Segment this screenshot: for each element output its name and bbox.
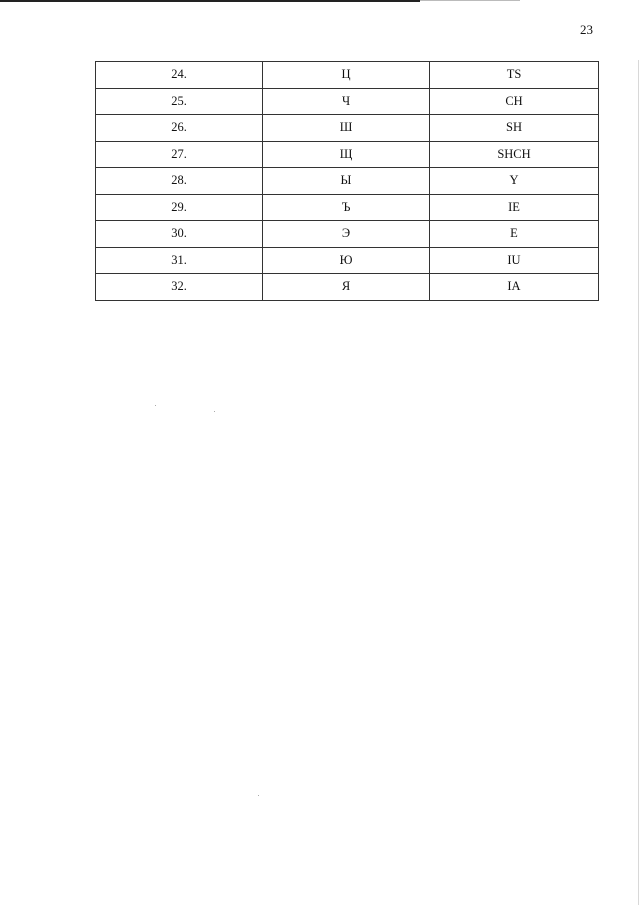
cyrillic-letter: Ъ xyxy=(263,194,430,221)
scan-speck xyxy=(258,795,259,796)
latin-transliteration: Y xyxy=(430,168,599,195)
latin-transliteration: CH xyxy=(430,88,599,115)
cyrillic-letter: Ю xyxy=(263,247,430,274)
row-number: 28. xyxy=(96,168,263,195)
cyrillic-letter: Я xyxy=(263,274,430,301)
table-row xyxy=(96,141,599,168)
table-row xyxy=(96,247,599,274)
table-row xyxy=(96,274,599,301)
table-row xyxy=(96,168,599,195)
latin-transliteration: IA xyxy=(430,274,599,301)
latin-transliteration: E xyxy=(430,221,599,248)
row-number: 31. xyxy=(96,247,263,274)
cyrillic-letter: Ш xyxy=(263,115,430,142)
table-row xyxy=(96,194,599,221)
page-number: 23 xyxy=(580,22,593,37)
latin-transliteration: SH xyxy=(430,115,599,142)
row-number: 27. xyxy=(96,141,263,168)
scan-speck xyxy=(155,405,156,406)
table-row xyxy=(96,115,599,142)
transliteration-table xyxy=(95,61,599,301)
scan-edge-line xyxy=(0,0,420,2)
scan-edge-line-faint xyxy=(420,0,520,1)
row-number: 32. xyxy=(96,274,263,301)
row-number: 25. xyxy=(96,88,263,115)
table-row xyxy=(96,88,599,115)
row-number: 24. xyxy=(96,62,263,89)
latin-transliteration: IE xyxy=(430,194,599,221)
row-number: 26. xyxy=(96,115,263,142)
cyrillic-letter: Э xyxy=(263,221,430,248)
scan-right-edge xyxy=(638,60,639,905)
row-number: 30. xyxy=(96,221,263,248)
scan-speck xyxy=(214,411,215,412)
latin-transliteration: SHCH xyxy=(430,141,599,168)
cyrillic-letter: Ы xyxy=(263,168,430,195)
cyrillic-letter: Ч xyxy=(263,88,430,115)
cyrillic-letter: Ц xyxy=(263,62,430,89)
table-row xyxy=(96,62,599,89)
table-row xyxy=(96,221,599,248)
latin-transliteration: IU xyxy=(430,247,599,274)
latin-transliteration: TS xyxy=(430,62,599,89)
row-number: 29. xyxy=(96,194,263,221)
cyrillic-letter: Щ xyxy=(263,141,430,168)
